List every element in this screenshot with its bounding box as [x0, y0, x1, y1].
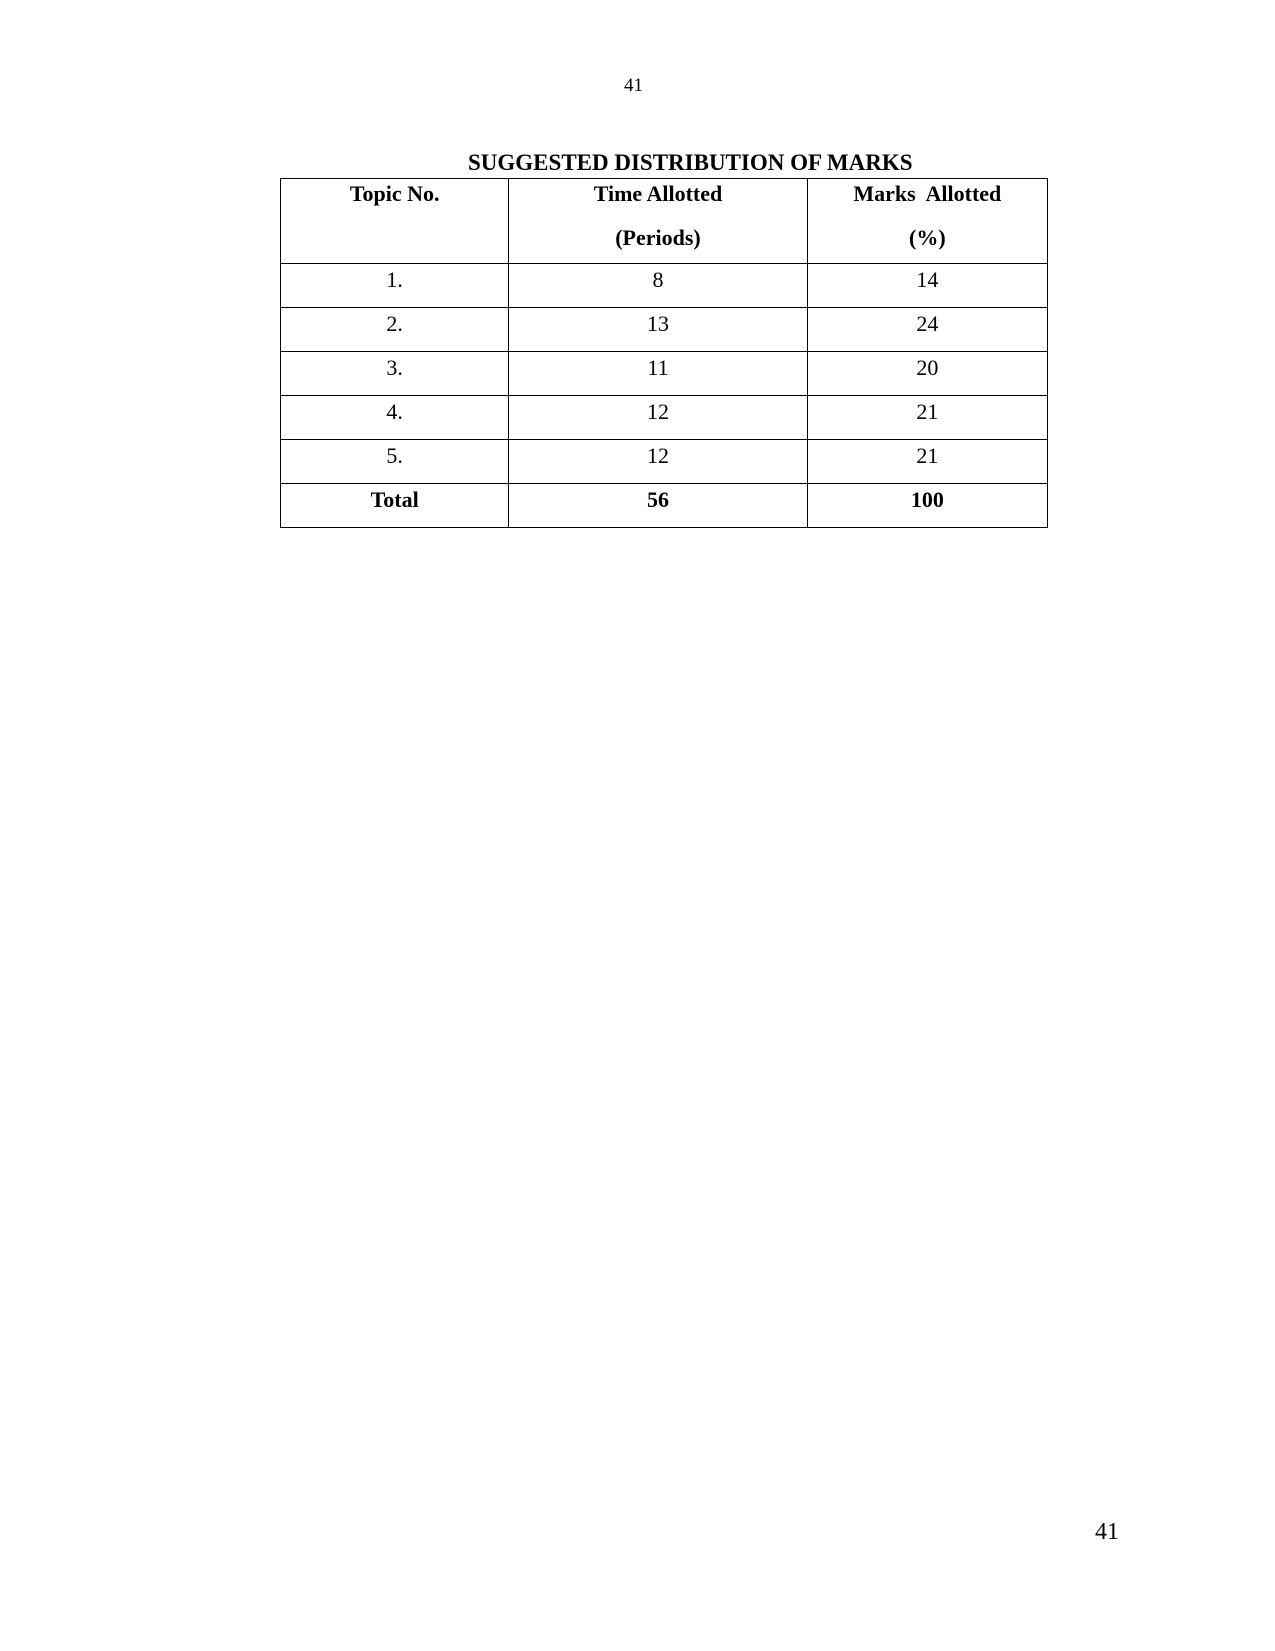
header-time-label: Time Allotted: [593, 181, 723, 206]
table-row: [281, 440, 1048, 484]
cell-total-marks-value: 100: [910, 487, 944, 512]
cell-time-value: 12: [646, 443, 669, 468]
cell-time: [509, 352, 807, 396]
cell-marks: [807, 352, 1047, 396]
page-number-bottom: 41: [1095, 1519, 1119, 1545]
cell-topic-value: 3.: [386, 355, 403, 380]
header-topic-label: Topic No.: [349, 181, 440, 206]
cell-marks: [807, 440, 1047, 484]
cell-time: [509, 396, 807, 440]
table-row: [281, 352, 1048, 396]
table-header-row: [281, 179, 1048, 264]
header-marks-allotted: [807, 179, 1047, 264]
page-number-top: 41: [624, 75, 643, 96]
cell-topic: [281, 352, 509, 396]
cell-topic: [281, 264, 509, 308]
table-row: [281, 264, 1048, 308]
header-topic-no: [281, 179, 509, 264]
cell-time-value: 13: [646, 311, 669, 336]
cell-marks-value: 14: [916, 267, 939, 292]
cell-time-value: 8: [652, 267, 664, 292]
cell-total-time: [509, 484, 807, 528]
header-marks-label: Marks Allotted: [853, 181, 1002, 206]
cell-topic: [281, 396, 509, 440]
cell-marks: [807, 308, 1047, 352]
cell-marks-value: 21: [916, 443, 939, 468]
cell-topic: [281, 440, 509, 484]
cell-time-value: 11: [647, 355, 669, 380]
cell-time-value: 12: [646, 399, 669, 424]
cell-marks: [807, 396, 1047, 440]
cell-topic: [281, 308, 509, 352]
cell-marks-value: 24: [916, 311, 939, 336]
cell-marks-value: 21: [916, 399, 939, 424]
table-total-row: [281, 484, 1048, 528]
document-title: SUGGESTED DISTRIBUTION OF MARKS: [468, 150, 913, 175]
header-time-unit: (Periods): [615, 225, 701, 250]
cell-topic-value: 1.: [386, 267, 403, 292]
cell-topic-value: 2.: [386, 311, 403, 336]
cell-total-marks: [807, 484, 1047, 528]
header-time-allotted: [509, 179, 807, 264]
cell-total-label-value: Total: [370, 487, 419, 512]
table-row: [281, 396, 1048, 440]
cell-time: [509, 264, 807, 308]
cell-time: [509, 308, 807, 352]
cell-total-label: [281, 484, 509, 528]
cell-marks-value: 20: [916, 355, 939, 380]
cell-marks: [807, 264, 1047, 308]
marks-distribution-table: [280, 178, 1048, 528]
table-row: [281, 308, 1048, 352]
cell-total-time-value: 56: [646, 487, 669, 512]
cell-topic-value: 4.: [386, 399, 403, 424]
cell-topic-value: 5.: [386, 443, 403, 468]
header-marks-unit: (%): [909, 225, 946, 250]
cell-time: [509, 440, 807, 484]
